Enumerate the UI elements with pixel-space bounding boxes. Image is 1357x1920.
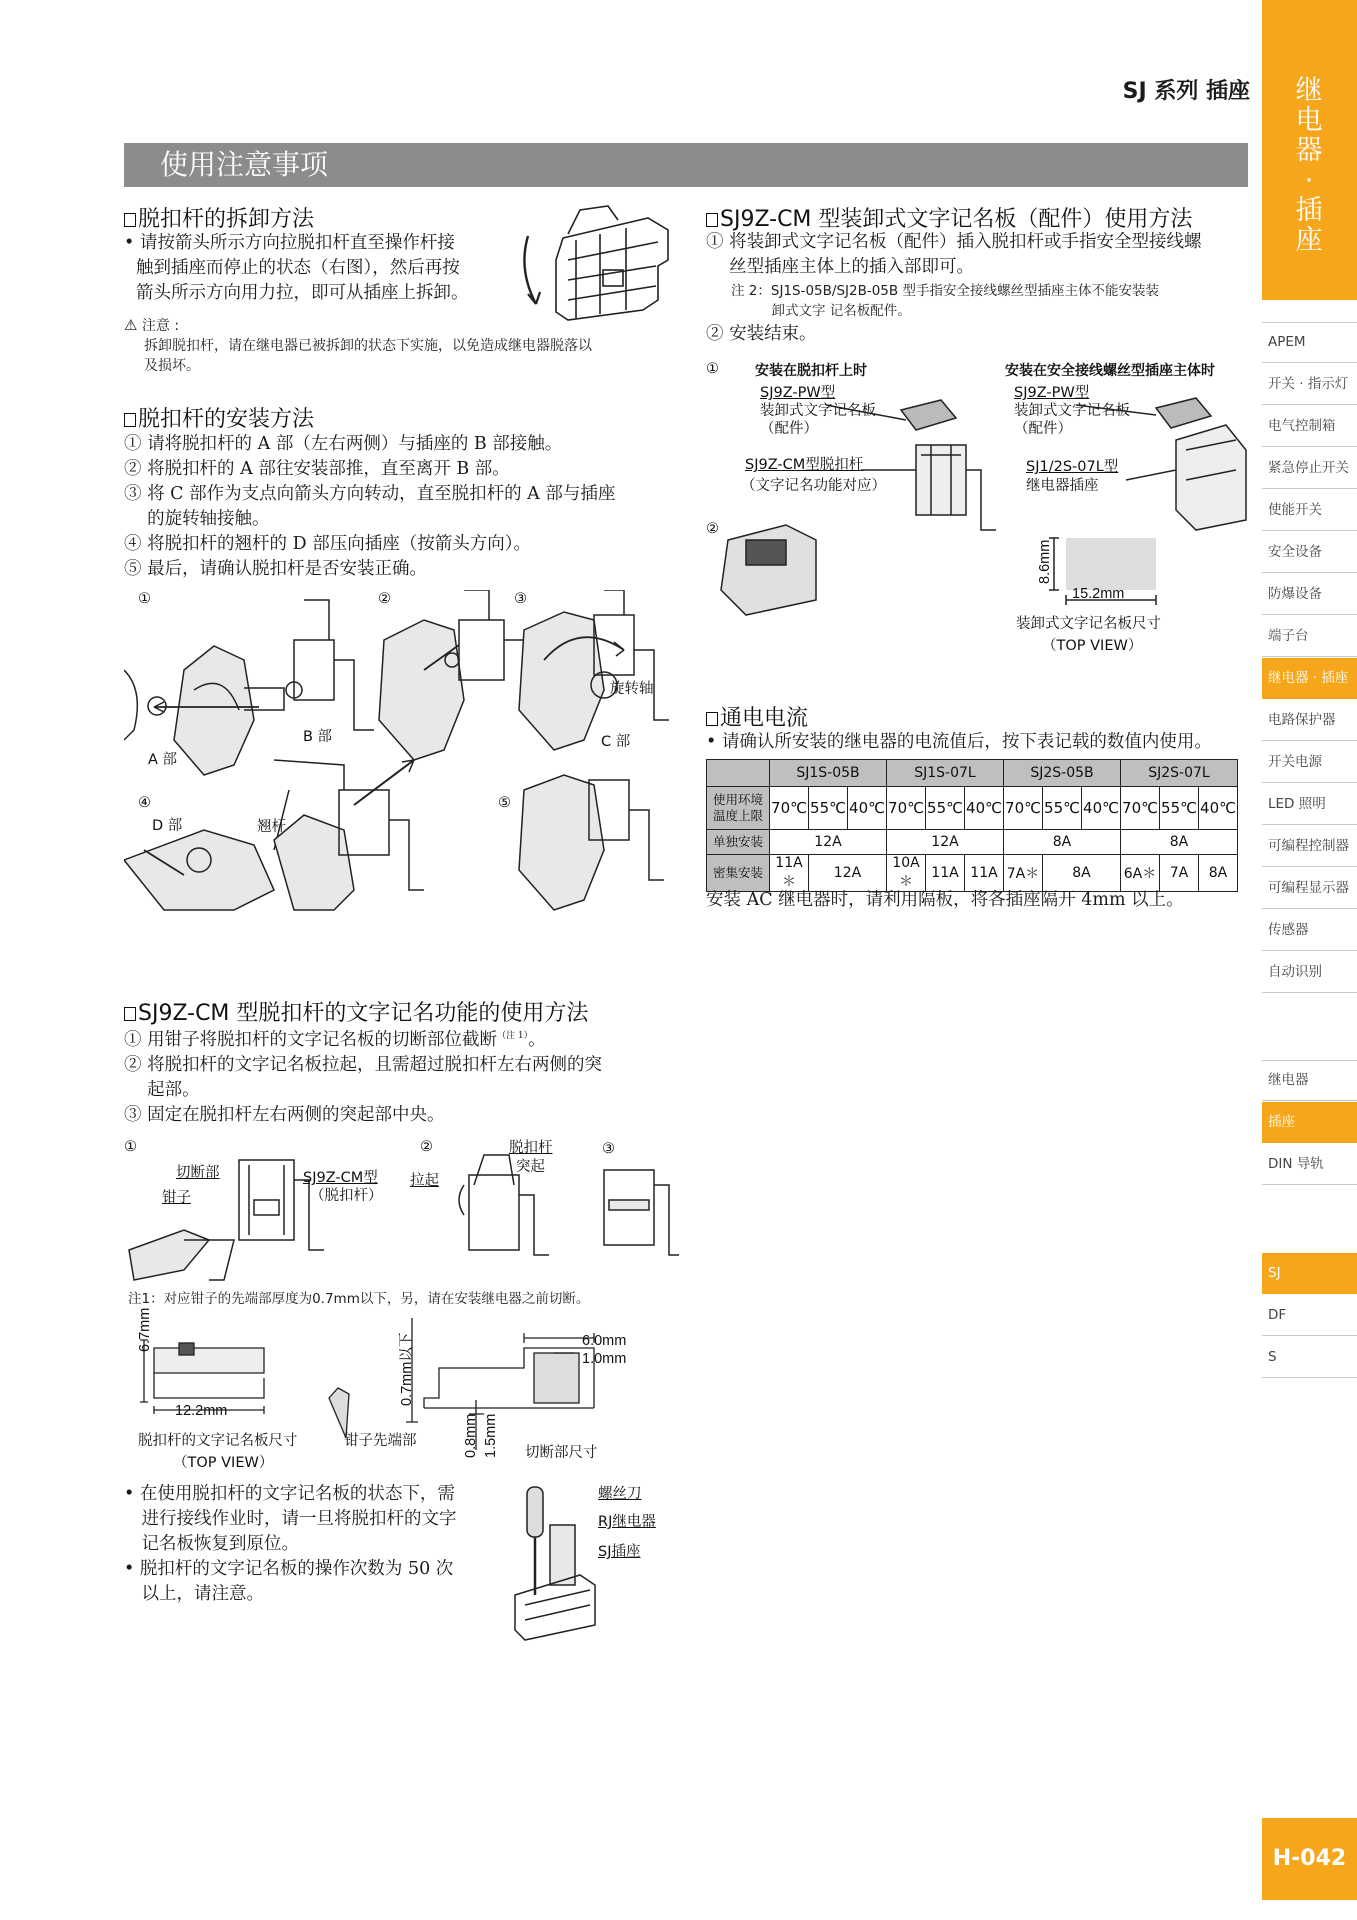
section-title-current [706, 701, 808, 732]
sidebar-nav-item[interactable]: S [1262, 1337, 1357, 1378]
fig-heading: 安装在脱扣杆上时 [755, 363, 867, 379]
caution-block [124, 315, 592, 376]
vchar: 电 [1295, 105, 1323, 136]
sidebar-nav-item[interactable]: 开关电源 [1262, 742, 1357, 783]
note-line: 卸式文字 记名板配件。 [731, 303, 911, 319]
step-line: ② 将脱扣杆的文字记名板拉起，且需超过脱扣杆左右两侧的突 [124, 1054, 603, 1075]
table-header-row [707, 760, 1238, 787]
section-title-text: 脱扣杆的拆卸方法 [138, 207, 315, 232]
step-line: ③ 固定在脱扣杆左右两侧的突起部中央。 [124, 1104, 445, 1125]
vchar: 座 [1295, 225, 1323, 256]
sidebar-nav-item[interactable]: 防爆设备 [1262, 574, 1357, 615]
table-cell: 55℃ [1043, 787, 1082, 830]
table-cell: 40℃ [1082, 787, 1121, 830]
row-header: 单独安装 [707, 830, 770, 855]
bullet-line: 记名板恢复到原位。 [124, 1534, 299, 1554]
table-cell: 55℃ [926, 787, 965, 830]
fig-label-b: B 部 [303, 729, 333, 745]
fig-label-screwdriver: 螺丝刀 [598, 1486, 642, 1502]
step-text: ① 用钳子将脱扣杆的文字记名板的切断部位截断 [124, 1029, 498, 1050]
checkbox-bullet-icon [124, 1007, 136, 1021]
vchar: 继 [1295, 75, 1323, 106]
caution-label: 注意 : [141, 318, 180, 334]
nameplate-steps [706, 230, 1251, 280]
fig-label-pliers: 钳子 [162, 1190, 191, 1206]
sidebar-nav-item[interactable]: 安全设备 [1262, 532, 1357, 573]
fig-label-d: D 部 [152, 818, 183, 834]
section-title-text: SJ9Z-CM 型脱扣杆的文字记名功能的使用方法 [138, 1001, 589, 1026]
fig-label-socket: SJ插座 [598, 1544, 641, 1560]
table-cell: 8A [1121, 830, 1238, 855]
row-header-line: 使用环境 [712, 792, 763, 807]
section-title-text: SJ9Z-CM 型装卸式文字记名板（配件）使用方法 [720, 207, 1193, 232]
dim-label: 12.2mm [175, 1403, 228, 1419]
table-cell: 10A＊ [887, 855, 926, 892]
dim-caption: 脱扣杆的文字记名板尺寸 [138, 1433, 298, 1449]
dim-label: 1.0mm [582, 1351, 627, 1367]
dim-label: 15.2mm [1072, 586, 1125, 602]
install-steps [124, 432, 674, 582]
section-title-marking [124, 996, 588, 1027]
section-title-nameplate [706, 202, 1192, 233]
fig-label: SJ1/2S-07L型 [1026, 459, 1119, 475]
dim-label: 0.7mm以下 [399, 1332, 415, 1406]
table-cell: 70℃ [1121, 787, 1160, 830]
fig-label-model-sub: （脱扣杆） [310, 1188, 383, 1204]
fig-label: （文字记名功能对应） [741, 478, 886, 494]
sidebar-nav-item[interactable]: 端子台 [1262, 616, 1357, 657]
sidebar-nav-item[interactable]: SJ [1262, 1253, 1357, 1294]
header-series-title: SJ 系列 插座 [1122, 79, 1250, 104]
marking-figures [124, 1140, 684, 1290]
fig-label: 继电器插座 [1026, 478, 1099, 494]
table-cell: 40℃ [848, 787, 887, 830]
fig-label: （配件） [1014, 421, 1072, 437]
fig-label-bump: 突起 [516, 1159, 545, 1175]
install-figures [124, 590, 684, 920]
step-line: ⑤ 最后，请确认脱扣杆是否安装正确。 [124, 559, 428, 579]
remove-instructions [124, 231, 504, 306]
table-corner [707, 760, 770, 787]
remove-lever-figure [508, 200, 673, 325]
note-2 [731, 281, 1159, 321]
checkbox-bullet-icon [124, 213, 136, 227]
checkbox-bullet-icon [706, 712, 718, 726]
table-cell: 12A [887, 830, 1004, 855]
step-line [124, 1024, 684, 1053]
fig-number: ⑤ [498, 795, 511, 811]
step-line: ② 将脱扣杆的 A 部往安装部推，直至离开 B 部。 [124, 459, 510, 479]
fig-number: ① [138, 591, 151, 607]
fig-label: 装卸式文字记名板 [1014, 403, 1130, 419]
step-line: 的旋转轴接触。 [124, 509, 270, 529]
vchar: 插 [1295, 195, 1323, 226]
fig-number: ② [378, 591, 391, 607]
table-cell: 11A＊ [770, 855, 809, 892]
sidebar-nav-item[interactable]: LED 照明 [1262, 784, 1357, 825]
note-line: 注 2：SJ1S-05B/SJ2B-05B 型手指安全接线螺丝型插座主体不能安装装 [731, 283, 1159, 299]
table-cell: 70℃ [1004, 787, 1043, 830]
section-title-text: 通电电流 [720, 706, 809, 731]
fig-heading: 安装在安全接线螺丝型插座主体时 [1005, 363, 1215, 379]
row-header: 密集安装 [707, 855, 770, 892]
table-row-single [707, 830, 1238, 855]
sidebar-vertical-title [1284, 76, 1334, 256]
checkbox-bullet-icon [706, 213, 718, 227]
checkbox-bullet-icon [124, 413, 136, 427]
fig-number: ④ [138, 795, 151, 811]
step-text: 。 [528, 1029, 546, 1050]
right-sidebar [1262, 0, 1357, 1920]
table-cell: 40℃ [1199, 787, 1238, 830]
table-cell: 8A [1043, 855, 1121, 892]
fig-number: ② [706, 521, 719, 537]
table-cell: 7A [1160, 855, 1199, 892]
sidebar-nav-item[interactable]: 使能开关 [1262, 490, 1357, 531]
fig-label: SJ9Z-PW型 [760, 385, 836, 401]
sidebar-nav-item[interactable]: 可编程显示器 [1262, 868, 1357, 909]
fig-label-pull: 拉起 [410, 1173, 439, 1189]
table-cell: 7A＊ [1004, 855, 1043, 892]
sidebar-nav-item[interactable]: APEM [1262, 322, 1357, 363]
fig-label-lever: 脱扣杆 [509, 1140, 553, 1156]
dim-caption: （TOP VIEW） [173, 1455, 274, 1471]
sidebar-nav-item[interactable]: 电路保护器 [1262, 700, 1357, 741]
dim-caption: （TOP VIEW） [1042, 638, 1143, 654]
dim-label: 8.6mm [1037, 539, 1053, 584]
dim-label: 1.5mm [483, 1413, 499, 1458]
fig-label-cut: 切断部 [176, 1165, 220, 1181]
fig-label-lever: 翘杆 [257, 819, 286, 835]
table-cell: 8A [1199, 855, 1238, 892]
step-line: ② 安装结束。 [706, 324, 817, 344]
table-cell: 55℃ [1160, 787, 1199, 830]
sidebar-nav-item[interactable]: 传感器 [1262, 910, 1357, 951]
table-header: SJ2S-05B [1004, 760, 1121, 787]
sidebar-nav-item[interactable]: 继电器 · 插座 [1262, 658, 1357, 699]
dim-label: 6.7mm [137, 1307, 153, 1352]
step-line: ③ 将 C 部作为支点向箭头方向转动，直至脱扣杆的 A 部与插座 [124, 484, 616, 504]
sidebar-nav-item[interactable]: DIN 导轨 [1262, 1144, 1357, 1185]
section-title-remove [124, 202, 314, 233]
step-line: 丝型插座主体上的插入部即可。 [706, 257, 975, 277]
table-cell: 6A＊ [1121, 855, 1160, 892]
section-title-install [124, 402, 314, 433]
caution-line: 及损坏。 [144, 358, 200, 374]
section-banner [124, 143, 1248, 187]
table-cell: 11A [926, 855, 965, 892]
banner-title: 使用注意事项 [160, 148, 329, 181]
sidebar-nav-item[interactable]: DF [1262, 1295, 1357, 1336]
table-cell: 70℃ [770, 787, 809, 830]
dim-caption: 钳子先端部 [344, 1433, 417, 1449]
warning-triangle-icon: ⚠ [124, 316, 138, 334]
fig-label: SJ9Z-PW型 [1014, 385, 1090, 401]
table-cell: 40℃ [965, 787, 1004, 830]
table-cell: 12A [770, 830, 887, 855]
table-header: SJ1S-07L [887, 760, 1004, 787]
table-row-dense [707, 855, 1238, 892]
table-header: SJ2S-07L [1121, 760, 1238, 787]
fig-number: ③ [514, 591, 527, 607]
text-line: 触到插座而停止的状态（右图），然后再按 [136, 258, 460, 278]
screwdriver-figure [505, 1485, 675, 1645]
fig-label-model: SJ9Z-CM型 [303, 1170, 378, 1186]
sidebar-nav-item[interactable]: 开关 · 指示灯 [1262, 364, 1357, 405]
bullet-line: • 在使用脱扣杆的文字记名板的状态下，需 [124, 1484, 455, 1504]
sidebar-nav-item[interactable]: 自动识别 [1262, 952, 1357, 993]
fig-label-a: A 部 [148, 752, 178, 768]
footnote-1: 注1：对应钳子的先端部厚度为0.7mm以下，另，请在安装继电器之前切断。 [128, 1291, 590, 1307]
table-row-temp [707, 787, 1238, 830]
sidebar-nav-item[interactable]: 可编程控制器 [1262, 826, 1357, 867]
current-note: 安装 AC 继电器时，请利用隔板，将各插座隔开 4mm 以上。 [706, 890, 1184, 910]
nameplate-figures [706, 390, 1251, 660]
fig-label-relay: RJ继电器 [598, 1514, 656, 1530]
sidebar-nav-item[interactable]: 电气控制箱 [1262, 406, 1357, 447]
text-line: • 请按箭头所示方向拉脱扣杆直至操作杆接 [124, 233, 455, 253]
dim-caption: 切断部尺寸 [525, 1445, 598, 1461]
sidebar-nav-item[interactable]: 继电器 [1262, 1060, 1357, 1101]
sidebar-nav-item[interactable]: 紧急停止开关 [1262, 448, 1357, 489]
step-line: 起部。 [124, 1079, 200, 1100]
fig-number: ② [420, 1139, 433, 1155]
fig-label: 装卸式文字记名板 [760, 403, 876, 419]
caution-line: 拆卸脱扣杆，请在继电器已被拆卸的状态下实施，以免造成继电器脱落以 [144, 338, 592, 354]
row-header [707, 787, 770, 830]
table-header: SJ1S-05B [770, 760, 887, 787]
vchar: 器 [1295, 135, 1323, 166]
bullet-line: 进行接线作业时，请一旦将脱扣杆的文字 [124, 1509, 457, 1529]
marking-bullets [124, 1482, 504, 1607]
bullet-line: 以上，请注意。 [124, 1584, 264, 1604]
bullet-line: • 脱扣杆的文字记名板的操作次数为 50 次 [124, 1559, 454, 1579]
table-cell: 11A [965, 855, 1004, 892]
table-cell: 12A [809, 855, 887, 892]
fig-number: ① [706, 361, 719, 377]
fig-number: ③ [602, 1141, 615, 1157]
current-table [706, 759, 1238, 892]
text-line: 箭头所示方向用力拉，即可从插座上拆卸。 [136, 283, 469, 303]
step-line: ① 将装卸式文字记名板（配件）插入脱扣杆或手指安全型接线螺 [706, 232, 1202, 252]
dim-label: 6.0mm [582, 1333, 627, 1349]
page-number: H-042 [1262, 1818, 1357, 1900]
fig-label-axis: 旋转轴 [610, 681, 654, 697]
section-title-text: 脱扣杆的安装方法 [138, 407, 315, 432]
table-cell: 55℃ [809, 787, 848, 830]
table-cell: 8A [1004, 830, 1121, 855]
row-header-line: 温度上限 [712, 808, 763, 823]
fig-number: ① [124, 1139, 137, 1155]
marking-steps [124, 1024, 684, 1128]
current-instruction: • 请确认所安装的继电器的电流值后，按下表记载的数值内使用。 [706, 732, 1212, 752]
step-line: ④ 将脱扣杆的翘杆的 D 部压向插座（按箭头方向）。 [124, 534, 531, 554]
sidebar-nav-item[interactable]: 插座 [1262, 1102, 1357, 1143]
dim-caption: 装卸式文字记名板尺寸 [1016, 616, 1161, 632]
fig-label: SJ9Z-CM型脱扣杆 [745, 457, 864, 473]
fig-label-c: C 部 [601, 734, 631, 750]
dim-label: 0.8mm [463, 1413, 479, 1458]
fig-label: （配件） [760, 421, 818, 437]
table-cell: 70℃ [887, 787, 926, 830]
step-line: ① 请将脱扣杆的 A 部（左右两侧）与插座的 B 部接触。 [124, 434, 563, 454]
sidebar-category-block [1262, 0, 1357, 300]
vchar: · [1304, 165, 1314, 196]
footnote-ref: （注 1） [497, 1031, 529, 1041]
